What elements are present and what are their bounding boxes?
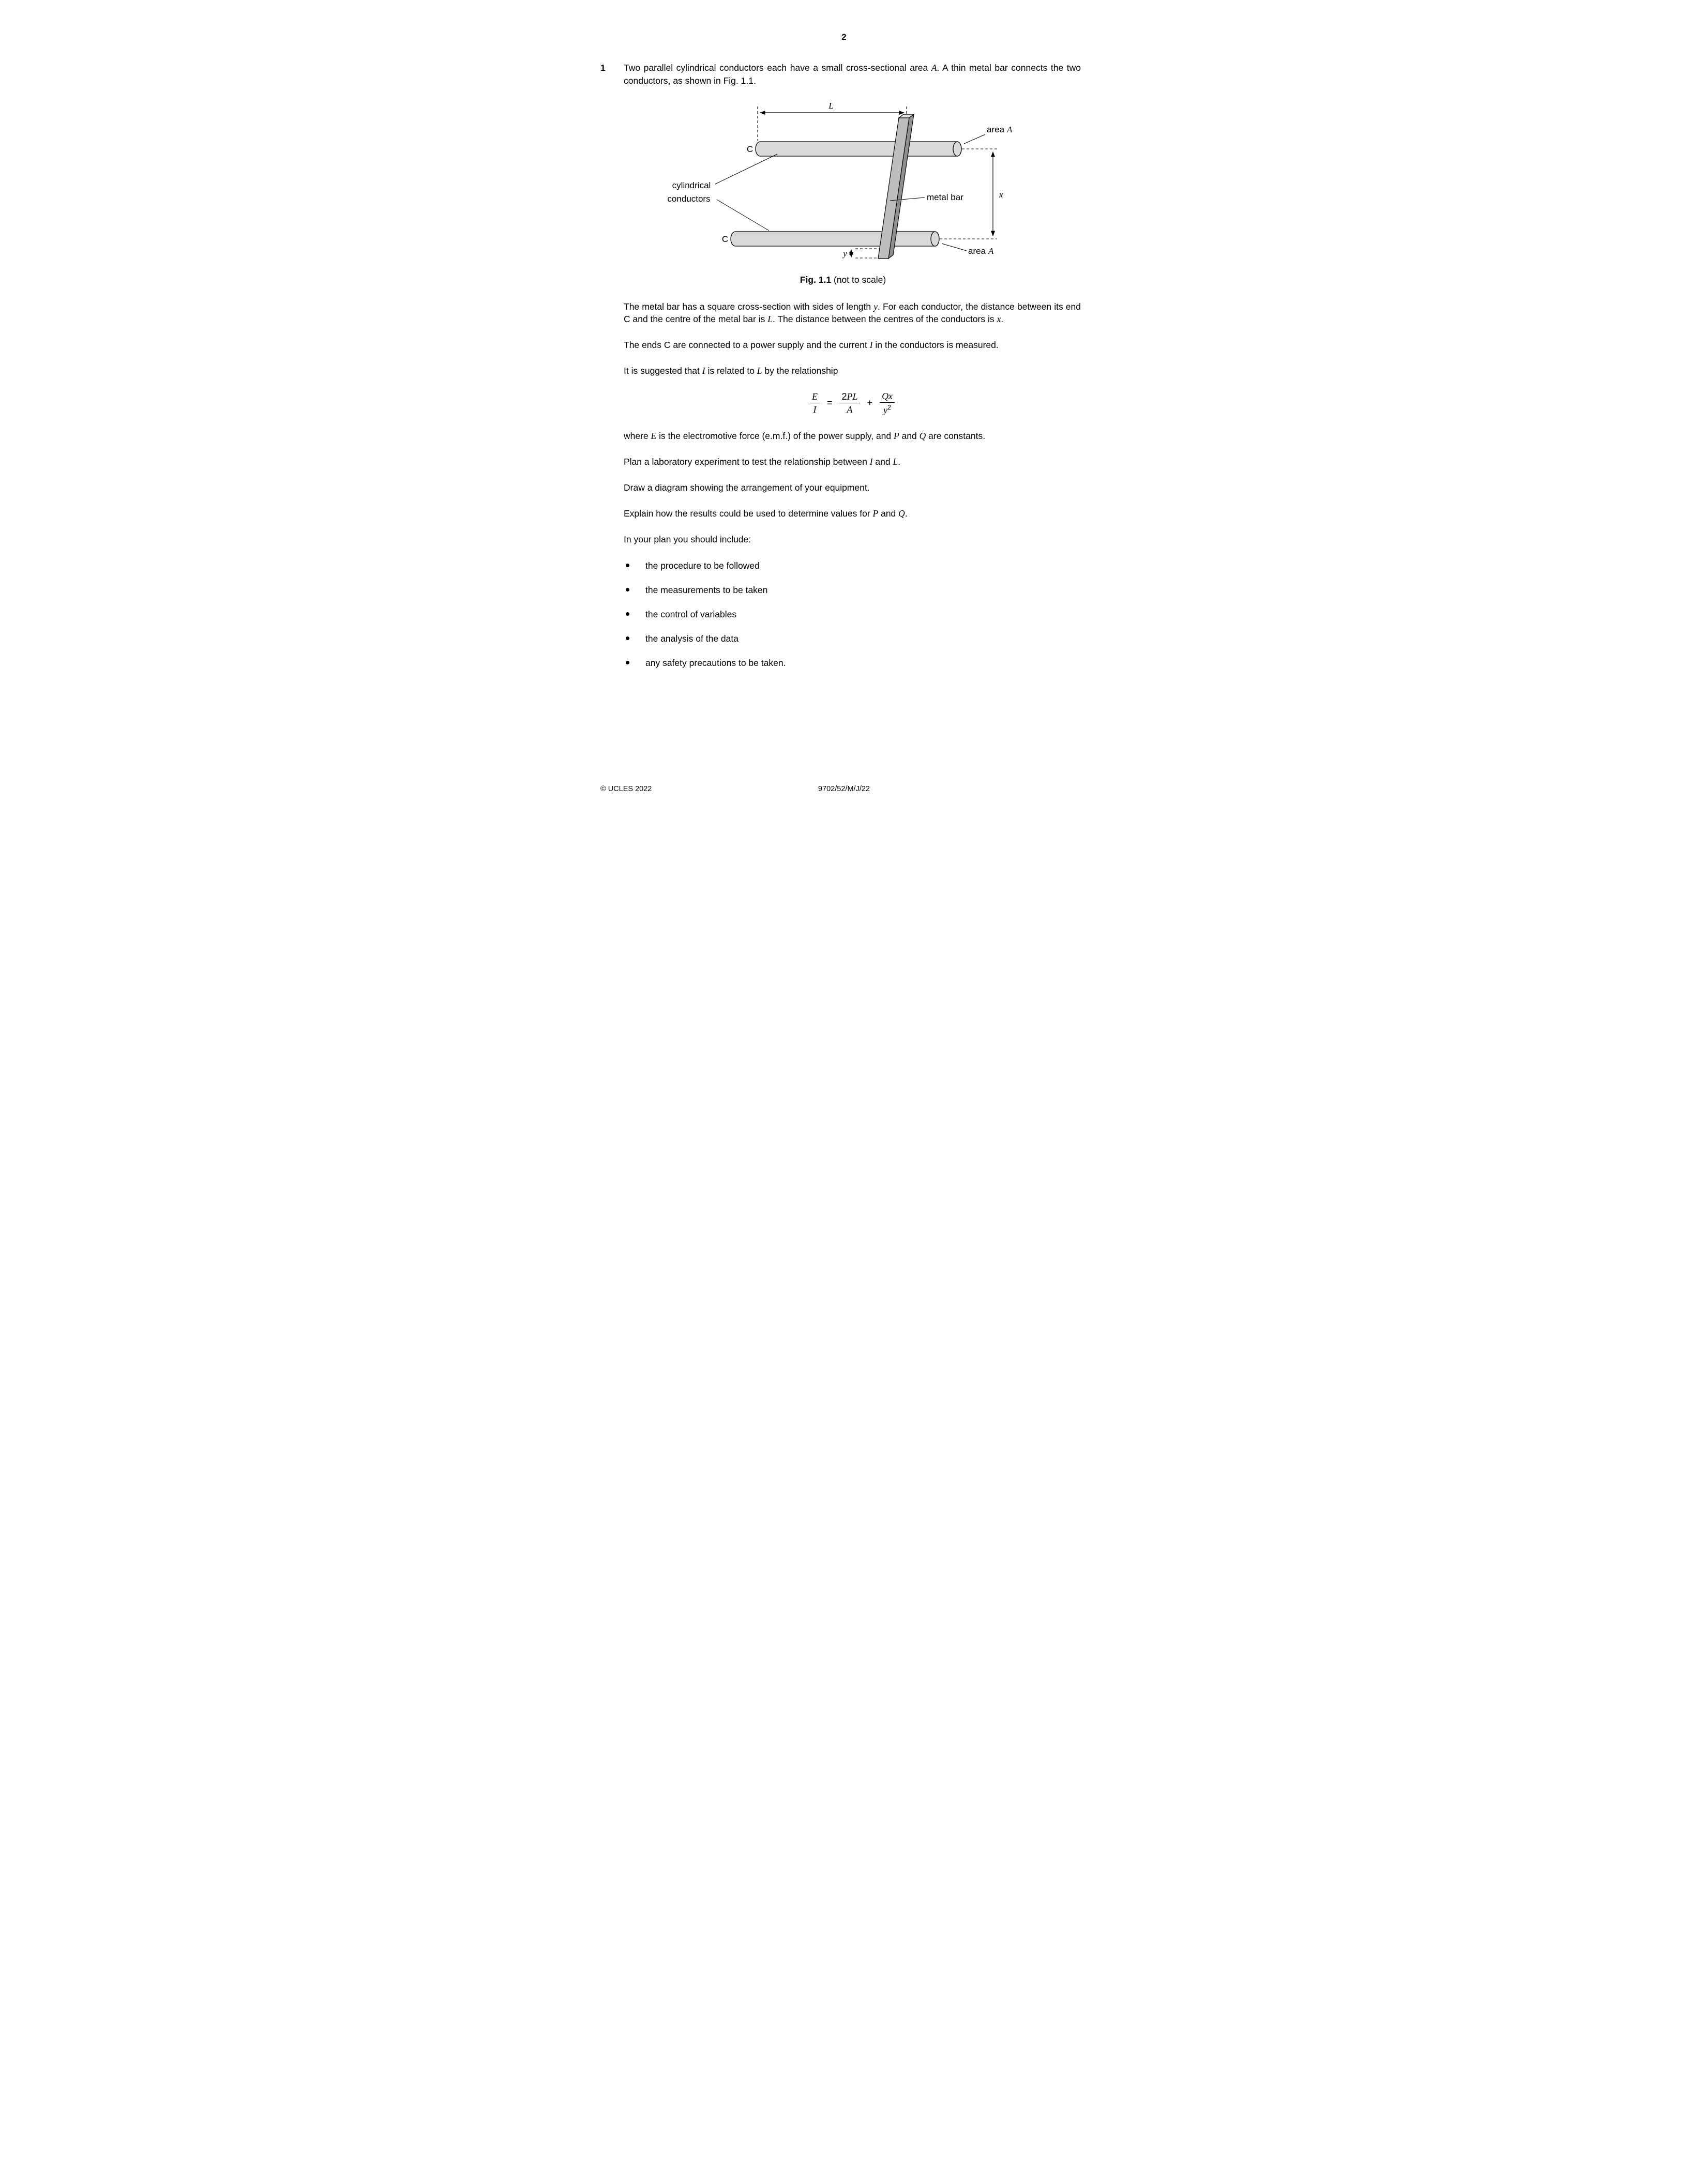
copyright: © UCLES 2022 bbox=[600, 785, 652, 793]
bullet-dot bbox=[626, 661, 629, 664]
para-where-constants: where E is the electromotive force (e.m.f.) of the power supply, and P and Q are constants. bbox=[624, 430, 986, 441]
question-intro: Two parallel cylindrical conductors each have a small cross-sectional area A. A thin metal bar connects the two conductors, as shown in Fig. 1.1. bbox=[624, 63, 1081, 86]
label-area-A-bottom: area A bbox=[968, 246, 994, 256]
page-number: 2 bbox=[841, 32, 847, 42]
top-conductor-end-face bbox=[953, 142, 961, 156]
para-cross-section: The metal bar has a square cross-section with sides of length y. For each conductor, the distance between its end C and the centre of the metal bar is L. The distance between the centres of the conductors is x. bbox=[624, 301, 1081, 325]
bullet-list bbox=[624, 559, 1081, 670]
bullet-dot bbox=[626, 588, 629, 592]
figure-1-1 bbox=[662, 100, 1081, 266]
figure-1-1-diagram bbox=[662, 100, 1024, 263]
label-cylindrical-conductors-line2: conductors bbox=[667, 193, 711, 204]
equation bbox=[624, 391, 1081, 415]
bullet-item bbox=[626, 584, 1081, 596]
leader-line-bottom-conductor bbox=[717, 200, 769, 231]
bullet-item bbox=[626, 657, 1081, 669]
equation-lhs-denominator: I bbox=[813, 404, 817, 415]
para-draw-diagram: Draw a diagram showing the arrangement of your equipment. bbox=[624, 482, 870, 493]
para-suggested-relationship: It is suggested that I is related to L by the relationship bbox=[624, 366, 838, 376]
para-plan-experiment: Plan a laboratory experiment to test the relationship between I and L. bbox=[624, 457, 901, 467]
paper-code: 9702/52/M/J/22 bbox=[818, 785, 870, 793]
figure-caption-number: Fig. 1.1 bbox=[800, 274, 832, 285]
label-metal-bar: metal bar bbox=[927, 192, 963, 202]
bullet-text: any safety precautions to be taken. bbox=[645, 658, 786, 669]
label-x: x bbox=[999, 189, 1003, 200]
bullet-dot bbox=[626, 636, 629, 640]
equation-lhs-fraction bbox=[810, 391, 820, 415]
para-ends-connected: The ends C are connected to a power supply and the current I in the conductors is measured. bbox=[624, 340, 999, 351]
equation-term1-denominator: A bbox=[847, 404, 853, 415]
equation-term1-numerator: 2PL bbox=[839, 391, 860, 403]
figure-caption-text: (not to scale) bbox=[831, 274, 886, 285]
para-explain-results: Explain how the results could be used to determine values for P and Q. bbox=[624, 508, 908, 519]
question-body bbox=[624, 62, 1081, 681]
bullet-text: the procedure to be followed bbox=[645, 560, 760, 571]
bullet-text: the analysis of the data bbox=[645, 633, 739, 644]
exam-paper-page bbox=[528, 0, 1160, 819]
bullet-text: the measurements to be taken bbox=[645, 584, 768, 595]
bullet-item bbox=[626, 608, 1081, 620]
leader-line-top-conductor bbox=[715, 154, 777, 184]
equation-equals-sign: = bbox=[826, 397, 833, 408]
equation-plus-sign: + bbox=[867, 397, 873, 408]
equation-term2-numerator: Qx bbox=[880, 391, 895, 403]
bullet-dot bbox=[626, 564, 629, 567]
equation-term1-fraction bbox=[839, 391, 860, 415]
equation-lhs-numerator: E bbox=[810, 391, 820, 403]
label-C-bottom: C bbox=[721, 234, 729, 244]
leader-line-area-A-top bbox=[964, 134, 985, 144]
bullet-text: the control of variables bbox=[645, 609, 737, 619]
label-C-top: C bbox=[746, 144, 753, 154]
page-footer bbox=[528, 784, 1160, 794]
equation-term2-fraction bbox=[880, 391, 895, 415]
para-plan-include: In your plan you should include: bbox=[624, 534, 751, 545]
label-area-A-top: area A bbox=[987, 124, 1013, 134]
bottom-conductor-end-face bbox=[931, 232, 939, 246]
bullet-item bbox=[626, 632, 1081, 645]
bullet-item bbox=[626, 559, 1081, 572]
question-number: 1 bbox=[600, 63, 606, 73]
label-cylindrical-conductors-line1: cylindrical bbox=[672, 180, 711, 190]
top-conductor bbox=[756, 142, 961, 156]
bullet-dot bbox=[626, 612, 629, 616]
bottom-conductor bbox=[731, 232, 939, 246]
figure-caption bbox=[662, 274, 1024, 286]
equation-term2-denominator: $y^2$ bbox=[883, 403, 892, 415]
leader-line-area-A-bottom bbox=[942, 244, 967, 251]
label-L: L bbox=[828, 100, 834, 111]
question-1 bbox=[600, 62, 1081, 681]
label-y: y bbox=[843, 248, 847, 259]
